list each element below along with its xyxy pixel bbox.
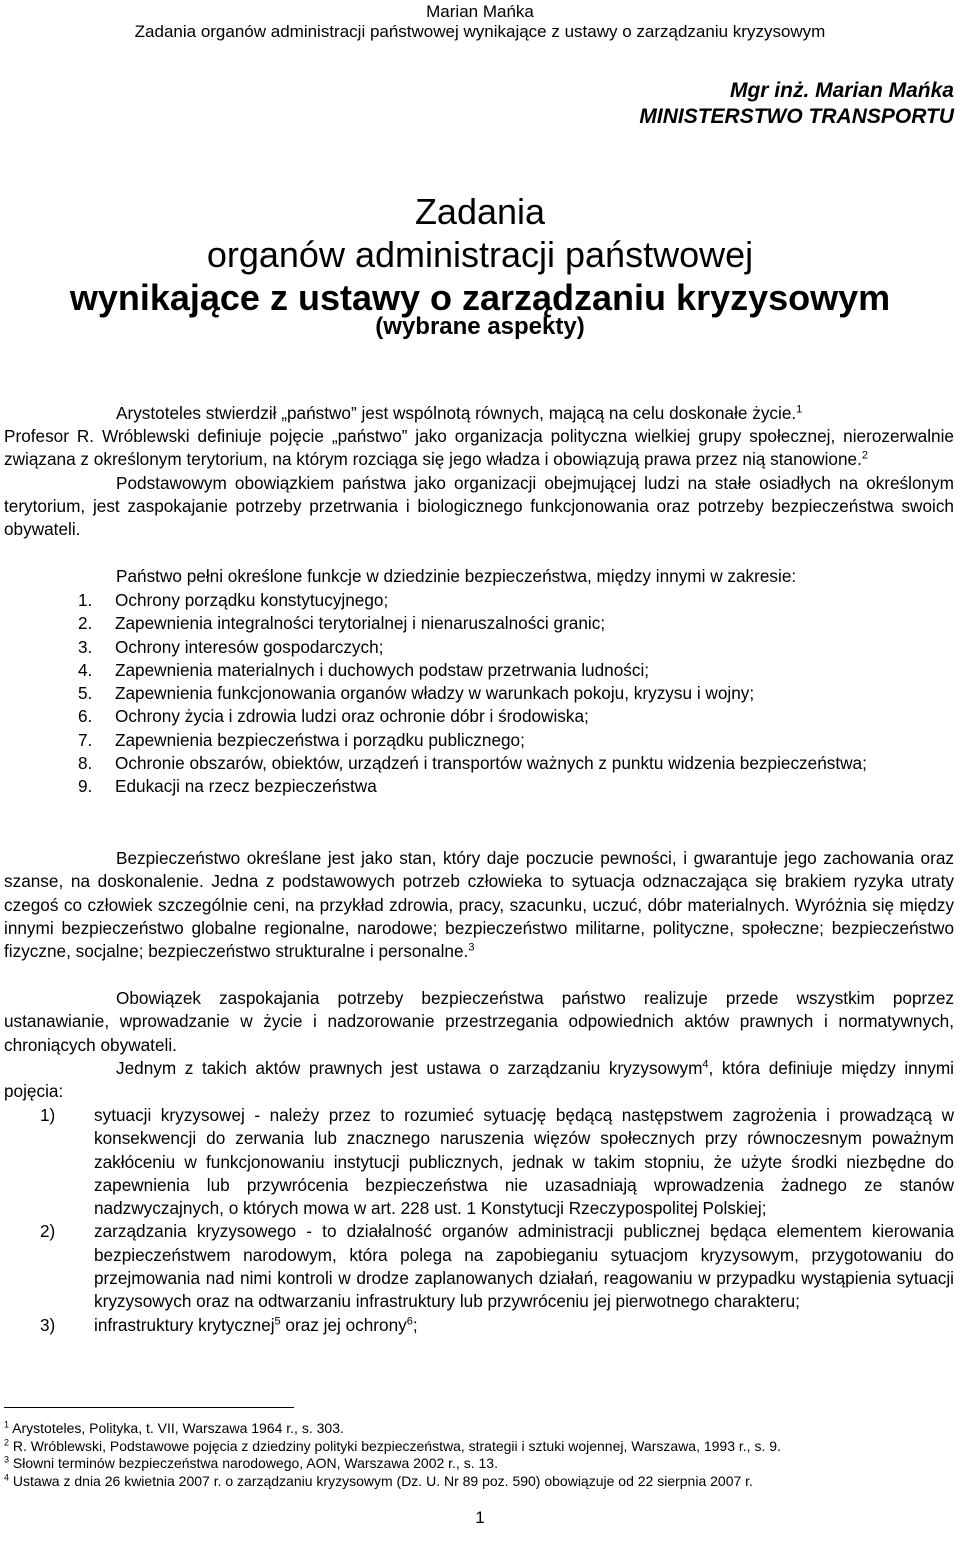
paragraph-security-definition: Bezpieczeństwo określane jest jako stan, który daje poczucie pewności, i gwarantuje jego zachowania oraz szanse, na doskonalenie. Jedna z podstawowych potrzeb człowieka to sytuacja odznaczająca się brakiem ryzyka utraty czegoś co człowiek szczególnie ceni, na przykład zdrowia, pracy, szacunku, uczuć, dóbr materialnych. Wyróżnia się między innymi bezpieczeństwo globalne regionalne, narodowe; bezpieczeństwo militarne, polityczne, społeczne; bezpieczeństwo fizyczne, socjalne; bezpieczeństwo strukturalne i personalne.$^3$ <box>4 848 954 962</box>
list-item: 1) sytuacji kryzysowej - należy przez to rozumieć sytuację będącą następstwem zagrożenia i prowadzącą w konsekwencji do zerwania lub znacznego naruszenia więzów społecznych przy równoczesnym poważnym zakłóceniu w funkcjonowaniu instytucji publicznych, jednak w takim stopniu, że użyte środki niezbędne do zapewnienia lub przywrócenia bezpieczeństwa nie uzasadniają wprowadzenia żadnego ze stanów nadzwyczajnych, o których mowa w art. 228 ust. 1 Konstytucji Rzeczypospolitej Polskiej; <box>40 1105 954 1219</box>
title-line-2: organów administracji państwowej <box>206 234 754 275</box>
footnote: $^2$ R. Wróblewski, Podstawowe pojęcia z dziedziny polityki bezpieczeństwa, strategii i sztuki wojennej, Warszawa, 1993 r., s. 9. <box>4 1436 781 1454</box>
paragraph-state-obligation: Obowiązek zaspokajania potrzeby bezpieczeństwa państwo realizuje przede wszystkim poprzez ustanawianie, wprowadzanie w życie i nadzorowanie przestrzegania odpowiednich aktów prawnych i normatywnych, chroniących obywateli. <box>4 988 954 1055</box>
list-item: 1. Ochrony porządku konstytucyjnego; <box>78 590 389 610</box>
list-item: 9. Edukacji na rzecz bezpieczeństwa <box>78 776 377 797</box>
list-item: 2. Zapewnienia integralności terytorialnej i nienaruszalności granic; <box>78 613 606 634</box>
paragraph-wroblewski: Profesor R. Wróblewski definiuje pojęcie „państwo” jako organizacja polityczna wielkiej grupy społecznej, nierozerwalnie związana z określonym terytorium, na którym rozciąga się jego władza i obowiązują prawa przez nią stanowione.$^2$ Podstawowym obowiązkiem państwa jako organizacji obejmującej ludzi na stałe osiadłych na określonym terytorium, jest zaspokajanie potrzeby przetrwania i biologicznego funkcjonowania oraz potrzeby bezpieczeństwa swoich obywateli. <box>4 426 954 540</box>
footnote: $^4$ Ustawa z dnia 26 kwietnia 2007 r. o zarządzaniu kryzysowym (Dz. U. Nr 89 poz. 590) obowiązuje od 22 sierpnia 2007 r. <box>4 1472 753 1489</box>
author-affiliation: MINISTERSTWO TRANSPORTU <box>639 105 954 128</box>
author-name: Mgr inż. Marian Mańka <box>729 79 954 102</box>
list-item: 6. Ochrony życia i zdrowia ludzi oraz ochronie dóbr i środowiska; <box>78 706 589 727</box>
footnote-ref-5: 5 <box>274 1314 281 1327</box>
page-number: 1 <box>475 1508 485 1527</box>
list-item: 4. Zapewnienia materialnych i duchowych podstaw przetrwania ludności; <box>78 659 650 680</box>
footnotes <box>4 1420 954 1490</box>
definitions-list <box>40 1104 954 1337</box>
paragraph-aristotle: Arystoteles stwierdził „państwo” jest wspólnotą równych, mającą na celu doskonałe życie.$^1$ <box>116 403 803 423</box>
footnote-separator <box>4 1407 294 1408</box>
footnote-ref-6: 6 <box>406 1314 413 1327</box>
subtitle: (wybrane aspekty) <box>375 313 585 340</box>
list-item: 8. Ochronie obszarów, obiektów, urządzeń i transportów ważnych z punktu widzenia bezpieczeństwa; <box>78 753 867 774</box>
paragraph-functions-intro: Państwo pełni określone funkcje w dziedzinie bezpieczeństwa, między innymi w zakresie: <box>116 566 797 586</box>
footnote-ref-4: 4 <box>702 1058 709 1071</box>
footnote-ref-1: 1 <box>796 403 803 416</box>
list-item: 2) zarządzania kryzysowego - to działalność organów administracji publicznej będąca elementem kierowania bezpieczeństwem narodowym, która polega na zapobieganiu sytuacjom kryzysowym, przygotowaniu do przejmowania nad nimi kontroli w drodze zaplanowanych działań, reagowaniu w przypadku wystąpienia sytuacji kryzysowych oraz na odtwarzaniu infrastruktury lub przywróceniu jej pierwotnego charakteru; <box>40 1221 954 1312</box>
paragraph-crisis-act: Jednym z takich aktów prawnych jest ustawa o zarządzaniu kryzysowym$^4$, która definiuje między innymi pojęcia: <box>4 1058 955 1102</box>
footnote: $^1$ Arystoteles, Polityka, t. VII, Warszawa 1964 r., s. 303. <box>4 1419 344 1436</box>
functions-list <box>78 589 954 799</box>
running-header-author: Marian Mańka <box>426 2 534 21</box>
footnote: $^3$ Słowni terminów bezpieczeństwa narodowego, AON, Warszawa 2002 r., s. 13. <box>4 1454 498 1472</box>
list-item: 5. Zapewnienia funkcjonowania organów władzy w warunkach pokoju, kryzysu i wojny; <box>78 683 755 704</box>
footnote-ref-2: 2 <box>861 449 868 462</box>
list-item: 7. Zapewnienia bezpieczeństwa i porządku publicznego; <box>78 729 525 750</box>
footnote-ref-3: 3 <box>468 941 475 954</box>
title-line-1: Zadania <box>414 191 546 232</box>
running-header-title: Zadania organów administracji państwowej wynikające z ustawy o zarządzaniu kryzysowym <box>134 22 826 41</box>
list-item: 3) infrastruktury krytycznej$^5$ oraz jej ochrony$^6$; <box>40 1314 418 1335</box>
title-line-3: wynikające z ustawy o zarządzaniu kryzysowym <box>69 277 891 318</box>
list-item: 3. Ochrony interesów gospodarczych; <box>78 636 384 657</box>
